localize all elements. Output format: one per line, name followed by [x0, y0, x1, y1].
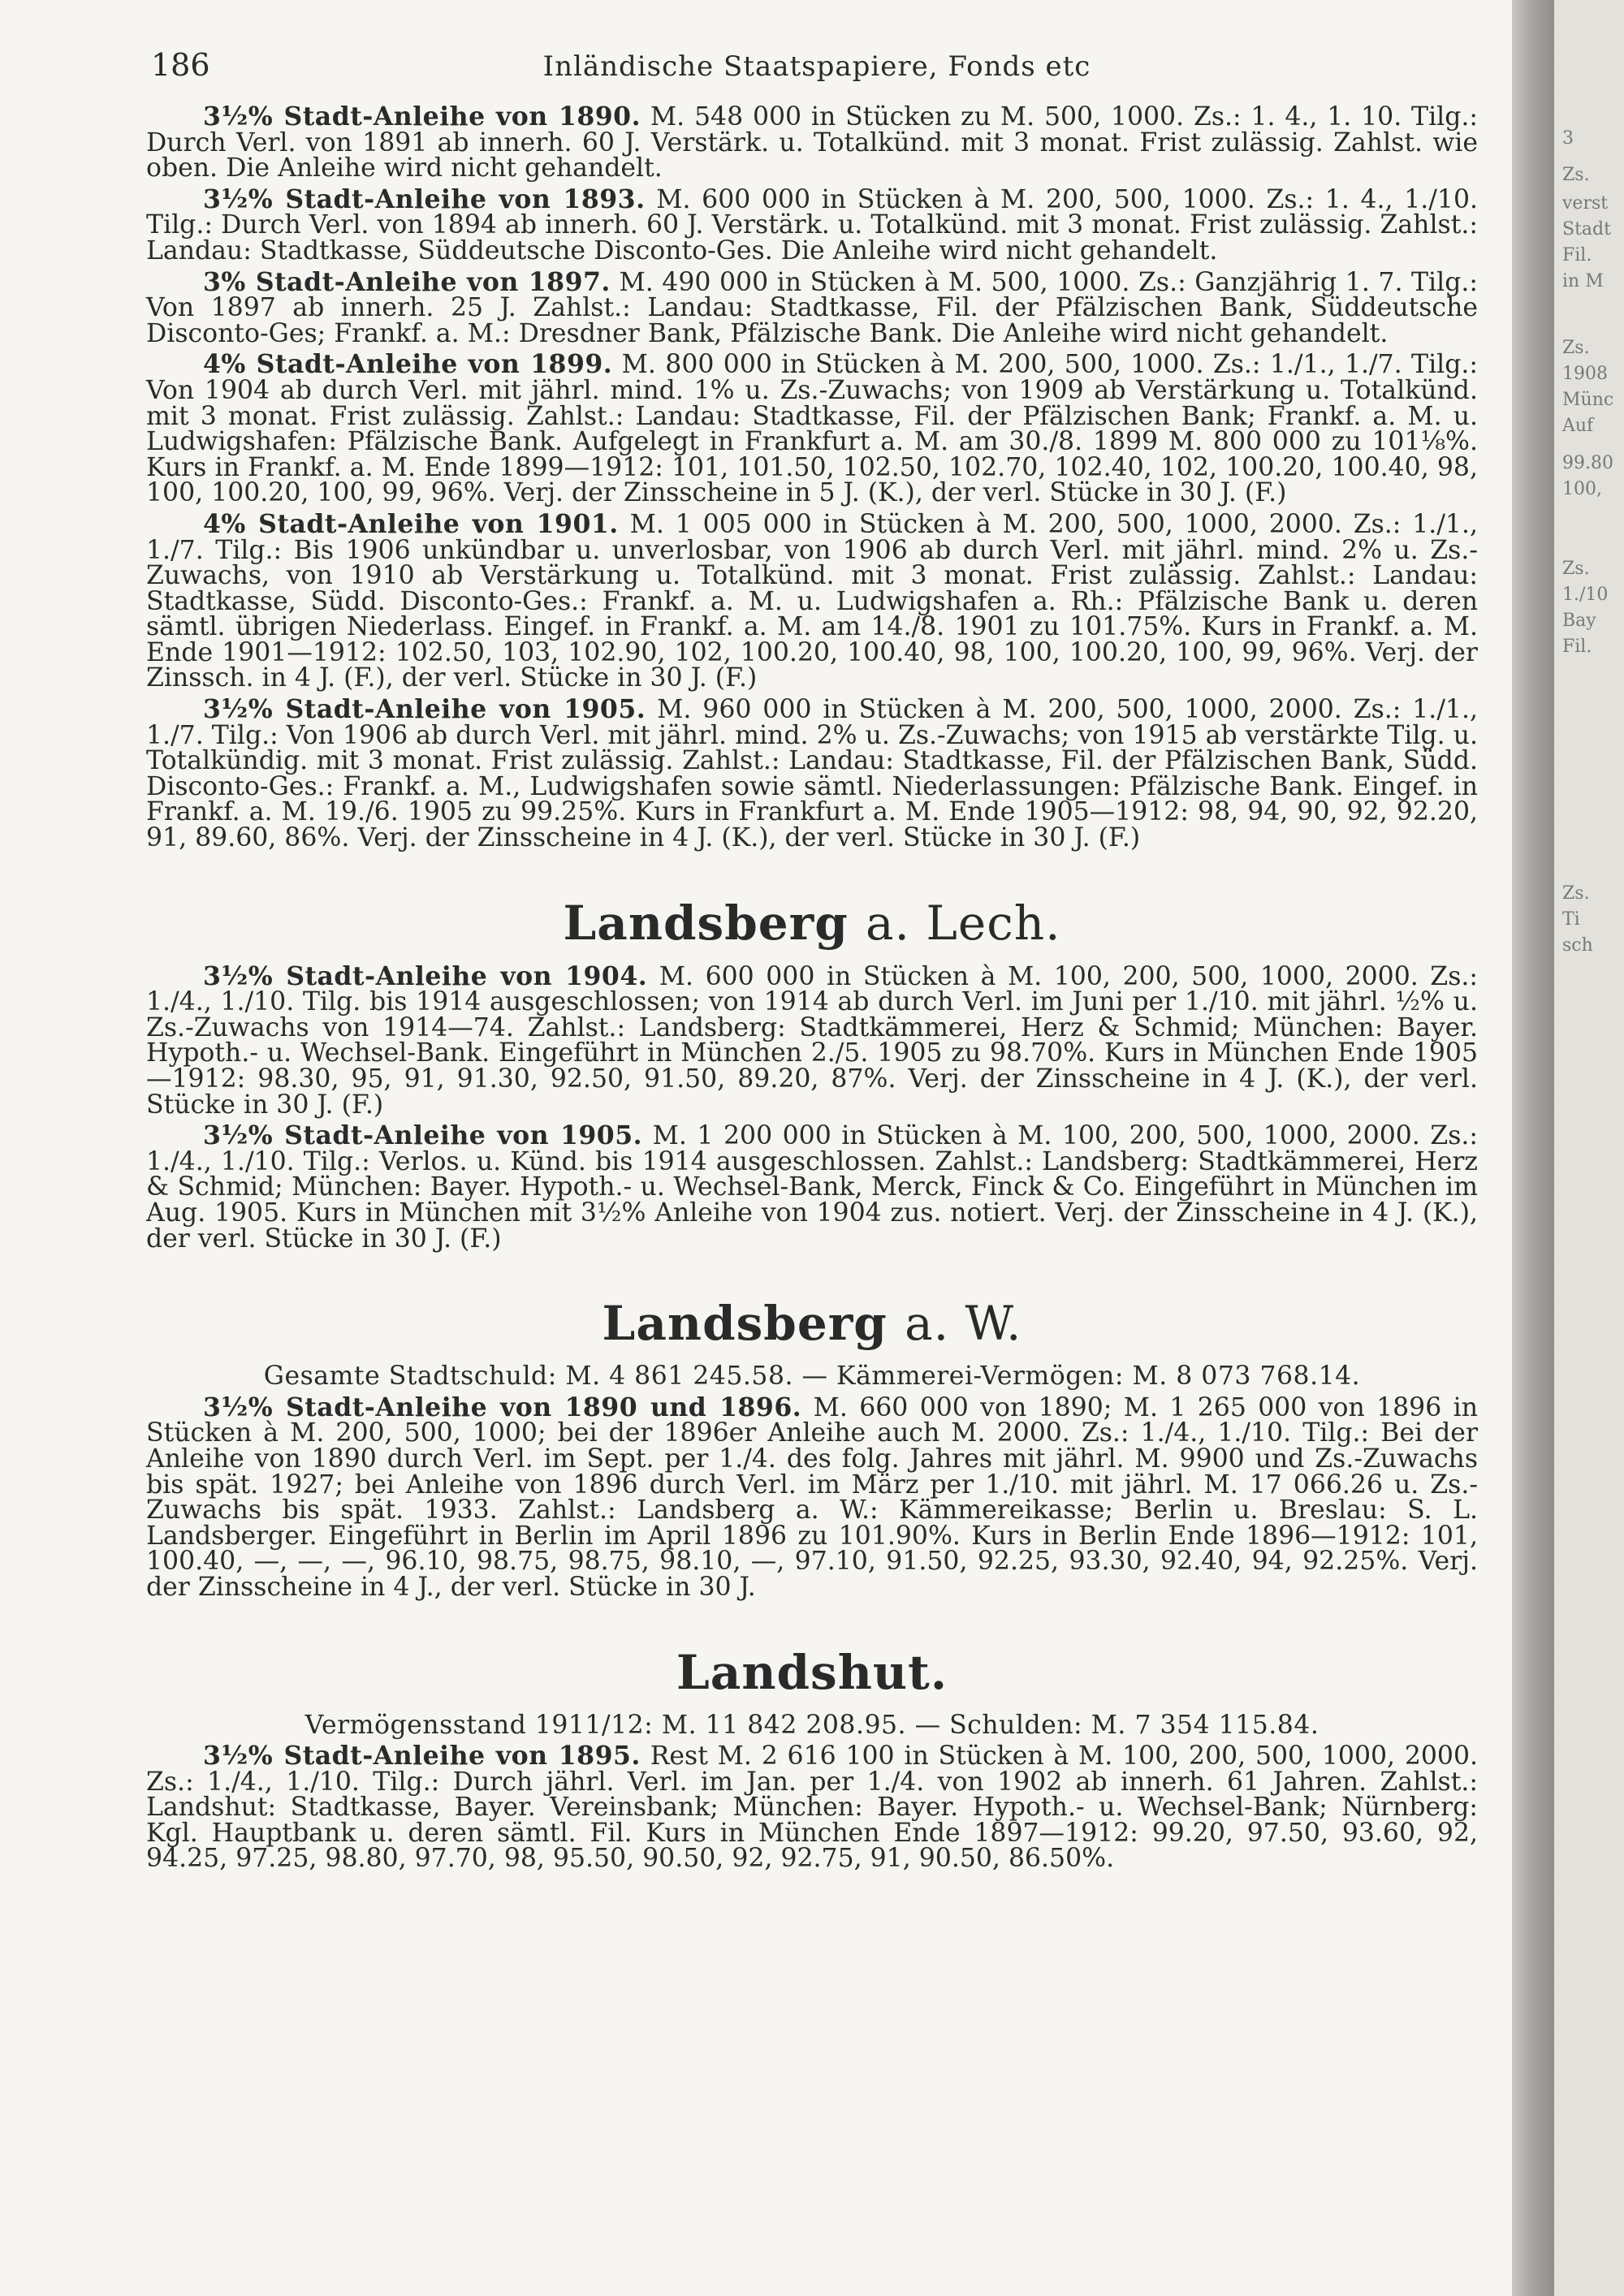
- running-title: Inländische Staatspapiere, Fonds etc: [542, 50, 1091, 83]
- adjacent-fragment: Ti: [1562, 909, 1580, 930]
- page-content: [146, 101, 1479, 1877]
- adjacent-fragment: 1908: [1562, 364, 1608, 384]
- adjacent-fragment: 99.80: [1562, 453, 1613, 473]
- book-gutter: [1512, 0, 1554, 2296]
- bond-title: 3½% Stadt-Anleihe von 1905.: [203, 1120, 643, 1151]
- bond-text: M. 800 000 in Stücken à M. 200, 500, 1000. Zs.: 1./1., 1./7. Tilg.: Von 1904 ab durch Verl. mit jährl. mind. 1% u. Zs.-Zuwachs; von 1909 ab Verstärkung u. Totalkünd. mit 3 monat. Frist zulässig. Zahlst.: Landau: Stadtkasse, Fil. der Pfälzischen Bank; Frankf. a. M. u. Ludwigshafen: Pfälzische Bank. Aufgelegt in Frankfurt a. M. am 30./8. 1899 M. 800 000 zu 101⅛%. Kurs in Frankf. a. M. Ende 1899—1912: 101, 101.50, 102.50, 102.70, 102.40, 102, 100.20, 100.40, 98, 100, 100.20, 100, 99, 96%. Verj. der Zinsscheine in 5 J. (K.), der verl. Stücke in 30 J. (F.): [146, 350, 1479, 508]
- bond-title: 3½% Stadt-Anleihe von 1895.: [203, 1741, 641, 1772]
- bond-text: M. 660 000 von 1890; M. 1 265 000 von 1896 in Stücken à M. 200, 500, 1000; bei der 1896er Anleihe auch M. 2000. Zs.: 1./4., 1./10. Tilg.: Bei der Anleihe von 1890 durch Verl. im Sept. per 1./4. des folg. Jahres mit jährl. M. 9900 und Zs.-Zuwachs bis spät. 1927; bei Anleihe von 1896 durch Verl. im März per 1./10. mit jährl. M. 17 066.26 u. Zs.-Zuwachs bis spät. 1933. Zahlst.: Landsberg a. W.: Kämmereikasse; Berlin u. Breslau: S. L. Landsberger. Eingeführt in Berlin im April 1896 zu 101.90%. Kurs in Berlin Ende 1896—1912: 101, 100.40, —, —, —, 96.10, 98.75, 98.75, 98.10, —, 97.10, 91.50, 92.25, 93.30, 92.40, 94, 92.25%. Verj. der Zinsscheine in 4 J., der verl. Stücke in 30 J.: [146, 1392, 1478, 1602]
- bond-title: 3% Stadt-Anleihe von 1897.: [203, 266, 611, 297]
- adjacent-fragment: Auf: [1562, 416, 1594, 436]
- bond-text: M. 490 000 in Stücken à M. 500, 1000. Zs.: Ganzjährig 1. 7. Tilg.: Von 1897 ab innerh. 25 J. Zahlst.: Landau: Stadtkasse, Fil. der Pfälzischen Bank, Süddeutsche Disconto-Ges; Frankf. a. M.: Dresdner Bank, Pfälzische Bank. Die Anleihe wird nicht gehandelt.: [146, 267, 1478, 348]
- section-heading-sub: a. Lech.: [865, 895, 1061, 951]
- bond-title: 3½% Stadt-Anleihe von 1893.: [203, 183, 646, 214]
- bond-entry: [146, 1120, 1479, 1254]
- bond-entry: [146, 960, 1478, 1120]
- bond-text: M. 548 000 in Stücken zu M. 500, 1000. Zs.: 1. 4., 1. 10. Tilg.: Durch Verl. von 1891 ab innerh. 60 J. Verstärk. u. Totalkünd. mit 3 monat. Frist zulässig. Zahlst. wie oben. Die Anleihe wird nicht gehandelt.: [146, 102, 1479, 183]
- adjacent-fragment: verst: [1562, 193, 1609, 214]
- adjacent-fragment: 100,: [1562, 479, 1602, 499]
- bond-title: 3½% Stadt-Anleihe von 1890.: [203, 101, 641, 132]
- adjacent-fragment: Zs.: [1562, 165, 1590, 185]
- adjacent-fragment: sch: [1562, 935, 1593, 956]
- bond-title: 3½% Stadt-Anleihe von 1905.: [203, 694, 646, 725]
- section-heading-name: Landsberg: [563, 895, 849, 951]
- bond-entry: [146, 266, 1478, 348]
- section-heading-landshut: [146, 1644, 1478, 1700]
- bond-entry: [146, 101, 1479, 183]
- adjacent-fragment: Stadt: [1562, 219, 1611, 240]
- page-number: 186: [151, 47, 210, 83]
- bond-text: M. 1 005 000 in Stücken à M. 200, 500, 1000, 2000. Zs.: 1./1., 1./7. Tilg.: Bis 1906 unkündbar u. unverlosbar, von 1906 ab durch Verl. mit jährl. mind. 2% u. Zs.-Zuwachs, von 1910 ab Verstärkung u. Totalkünd. mit 3 monat. Frist zulässig. Zahlst.: Landau: Stadtkasse, Südd. Disconto-Ges.: Frankf. a. M. u. Ludwigshafen a. Rh.: Pfälzische Bank u. deren sämtl. übrigen Niederlass. Eingef. in Frankf. a. M. am 14./8. 1901 zu 101.75%. Kurs in Frankf. a. M. Ende 1901—1912: 102.50, 103, 102.90, 102, 100.20, 100.40, 98, 100, 100.20, 100, 99, 96%. Verj. der Zinssch. in 4 J. (F.), der verl. Stücke in 30 J. (F.): [146, 509, 1479, 693]
- bond-entry: [146, 1392, 1478, 1602]
- bond-text: M. 960 000 in Stücken à M. 200, 500, 1000, 2000. Zs.: 1./1., 1./7. Tilg.: Von 1906 ab durch Verl. mit jährl. mind. 2% u. Zs.-Zuwachs; von 1915 ab verstärkte Tilg. u. Totalkündig. mit 3 monat. Frist zulässig. Zahlst.: Landau: Stadtkasse, Fil. der Pfälzischen Bank, Südd. Disconto-Ges.: Frankf. a. M., Ludwigshafen sowie sämtl. Niederlassungen: Pfälzische Bank. Eingef. in Frankf. a. M. 19./6. 1905 zu 99.25%. Kurs in Frankfurt a. M. Ende 1905—1912: 98, 94, 90, 92, 92.20, 91, 89.60, 86%. Verj. der Zinsscheine in 4 J. (K.), der verl. Stücke in 30 J. (F.): [146, 695, 1478, 853]
- bond-title: 4% Stadt-Anleihe von 1901.: [203, 508, 619, 539]
- bond-text: M. 600 000 in Stücken à M. 200, 500, 1000. Zs.: 1. 4., 1./10. Tilg.: Durch Verl. von 1894 ab innerh. 60 J. Verstärk. u. Totalkünd. mit 3 monat. Frist zulässig. Zahlst.: Landau: Stadtkasse, Süddeutsche Disconto-Ges. Die Anleihe wird nicht gehandelt.: [146, 184, 1479, 265]
- section-heading-landsberg-w: [146, 1296, 1478, 1352]
- adjacent-fragment: Fil.: [1562, 637, 1592, 657]
- bond-title: 3½% Stadt-Anleihe von 1890 und 1896.: [203, 1392, 802, 1422]
- adjacent-fragment: Zs.: [1562, 338, 1590, 358]
- bond-entry: [146, 183, 1479, 265]
- adjacent-fragment: Zs.: [1562, 559, 1590, 579]
- adjacent-fragment: Münc: [1562, 390, 1614, 410]
- bond-title: 3½% Stadt-Anleihe von 1904.: [203, 960, 648, 991]
- adjacent-fragment: in M: [1562, 271, 1604, 291]
- adjacent-fragment: 1./10: [1562, 585, 1609, 605]
- bond-text: M. 1 200 000 in Stücken à M. 100, 200, 500, 1000, 2000. Zs.: 1./4., 1./10. Tilg.: Verlos. u. Künd. bis 1914 ausgeschlossen. Zahlst.: Landsberg: Stadtkämmerei, Herz & Schmid; München: Bayer. Hypoth.- u. Wechsel-Bank, Merck, Finck & Co. Eingeführt in München im Aug. 1905. Kurs in München mit 3½% Anleihe von 1904 zus. notiert. Verj. der Zinsscheine in 4 J. (K.), der verl. Stücke in 30 J. (F.): [146, 1121, 1479, 1254]
- adjacent-fragment: Zs.: [1562, 883, 1590, 904]
- section-heading-sub: a. W.: [905, 1296, 1022, 1352]
- section-summary: Gesamte Stadtschuld: M. 4 861 245.58. — Kämmerei-Vermögen: M. 8 073 768.14.: [263, 1362, 1361, 1392]
- page-header: [151, 47, 1483, 81]
- bond-entry: [146, 349, 1479, 508]
- bond-entry: [146, 694, 1478, 853]
- adjacent-page-edge: [1554, 0, 1624, 2296]
- bond-text: Rest M. 2 616 100 in Stücken à M. 100, 200, 500, 1000, 2000. Zs.: 1./4., 1./10. Tilg.: Durch jährl. Verl. im Jan. per 1./4. von 1902 ab innerh. 61 Jahren. Zahlst.: Landshut: Stadtkasse, Bayer. Vereinsbank; München: Bayer. Hypoth.- u. Wechsel-Bank; Nürnberg: Kgl. Hauptbank u. deren sämtl. Fil. Kurs in München Ende 1897—1912: 99.20, 97.50, 93.60, 92, 94.25, 97.25, 98.80, 97.70, 98, 95.50, 90.50, 92, 92.75, 91, 90.50, 86.50%.: [146, 1741, 1479, 1874]
- bond-entry: [146, 508, 1479, 693]
- adjacent-fragment: Bay: [1562, 611, 1596, 631]
- adjacent-fragment: Fil.: [1562, 245, 1592, 265]
- adjacent-fragment: 3: [1562, 128, 1574, 149]
- bond-entry: [146, 1743, 1478, 1872]
- bond-title: 4% Stadt-Anleihe von 1899.: [203, 349, 613, 380]
- section-heading-name: Landsberg: [602, 1296, 888, 1352]
- section-heading-name: Landshut.: [676, 1644, 948, 1700]
- section-heading-landsberg-lech: [146, 895, 1478, 951]
- bond-text: M. 600 000 in Stücken à M. 100, 200, 500, 1000, 2000. Zs.: 1./4., 1./10. Tilg. bis 1914 ausgeschlossen; von 1914 ab durch Verl. im Juni per 1./10. mit jährl. ½% u. Zs.-Zuwachs von 1914—74. Zahlst.: Landsberg: Stadtkämmerei, Herz & Schmid; München: Bayer. Hypoth.- u. Wechsel-Bank. Eingeführt in München 2./5. 1905 zu 98.70%. Kurs in München Ende 1905—1912: 98.30, 95, 91, 91.30, 92.50, 91.50, 89.20, 87%. Verj. der Zinsscheine in 4 J. (K.), der verl. Stücke in 30 J. (F.): [146, 961, 1478, 1120]
- section-summary: Vermögensstand 1911/12: M. 11 842 208.95. — Schulden: M. 7 354 115.84.: [304, 1710, 1320, 1740]
